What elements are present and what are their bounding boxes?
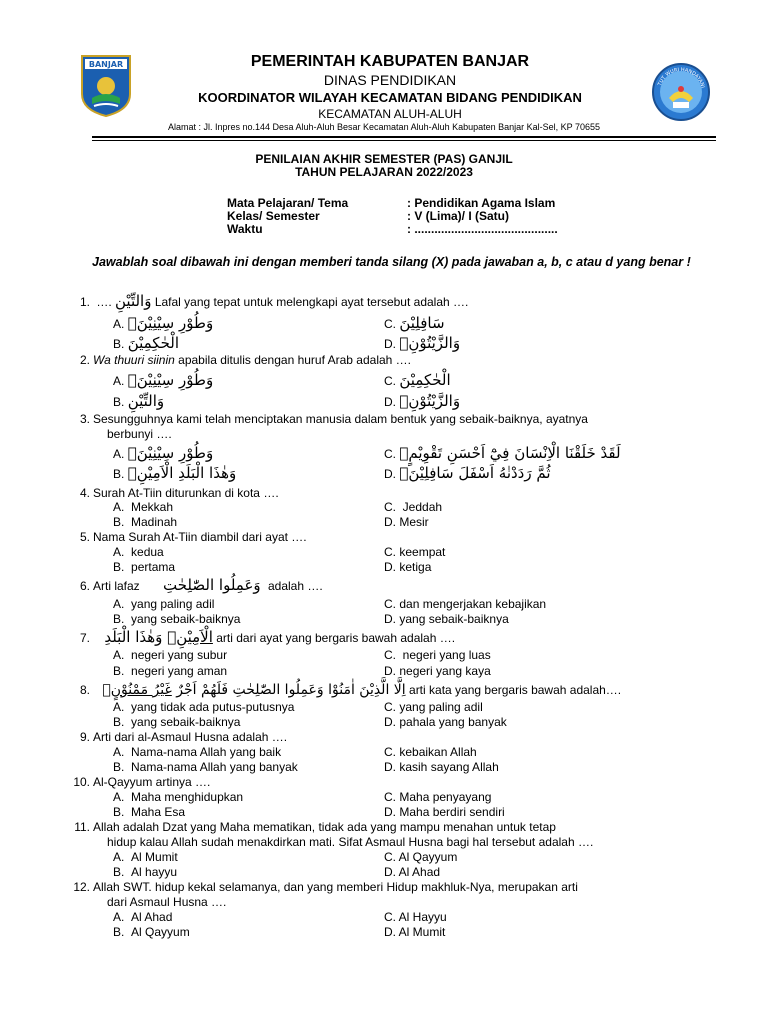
q9-option-b[interactable]: B. Nama-nama Allah yang banyak [113, 760, 298, 774]
q5-option-d[interactable]: D. ketiga [384, 560, 432, 574]
header-address: Alamat : Jl. Inpres no.144 Desa Aluh-Aluh Besar Kecamatan Aluh-Aluh Kabupaten Banjar Kal-Sel, KP 70655 [167, 122, 601, 132]
q1-option-d[interactable]: D. وَالزَّيْتُوْنِۙ [384, 334, 461, 352]
q4-option-a[interactable]: A. Mekkah [113, 500, 174, 514]
q6-option-b[interactable]: B. yang sebaik-baiknya [113, 612, 241, 626]
q2-option-c[interactable]: C. الْحٰكِمِيْنَ [384, 371, 451, 389]
q9-option-a[interactable]: A. Nama-nama Allah yang baik [113, 745, 282, 759]
q12-option-c[interactable]: C. Al Hayyu [384, 910, 447, 924]
question-1: 1. …. وَالتِّيْنِ Lafal yang tepat untuk melengkapi ayat tersebut adalah …. [79, 292, 469, 310]
q11-option-c[interactable]: C. Al Qayyum [384, 850, 458, 864]
q3-option-d[interactable]: D. ثُمَّ رَدَدْنٰهُ اَسْفَلَ سَافِلِيْنَۙ [384, 464, 551, 482]
q10-option-d[interactable]: D. Maha berdiri sendiri [384, 805, 505, 819]
q9-option-c[interactable]: C. kebaikan Allah [384, 745, 477, 759]
subject-value: : Pendidikan Agama Islam [407, 196, 556, 210]
q12-option-d[interactable]: D. Al Mumit [384, 925, 446, 939]
question-11: 11. Allah adalah Dzat yang Maha mematikan, tidak ada yang mampu menahan untuk tetap [74, 820, 556, 834]
q11-option-b[interactable]: B. Al hayyu [113, 865, 178, 879]
question-3-cont: berbunyi …. [107, 427, 172, 441]
q4-option-b[interactable]: B. Madinah [113, 515, 178, 529]
q11-option-a[interactable]: A. Al Mumit [113, 850, 178, 864]
q7-option-d[interactable]: D. negeri yang kaya [384, 664, 491, 678]
class-value: : V (Lima)/ I (Satu) [407, 209, 509, 223]
question-4: 4. Surah At-Tiin diturunkan di kota …. [79, 486, 279, 500]
subject-label: Mata Pelajaran/ Tema [227, 196, 349, 210]
q12-option-b[interactable]: B. Al Qayyum [113, 925, 190, 939]
q1-option-b[interactable]: B. الْحٰكِمِيْنَ [113, 334, 180, 352]
banjar-logo-text: BANJAR [88, 60, 124, 69]
q2-option-a[interactable]: A. وَطُوْرِ سِيْنِيْنَۙ [113, 371, 214, 389]
underlined-word: غَيْرُ مَمْنُوْنٍۗ [102, 682, 172, 698]
q7-option-b[interactable]: B. negeri yang aman [113, 664, 228, 678]
q7-option-a[interactable]: A. negeri yang subur [113, 648, 228, 662]
instruction: Jawablah soal dibawah ini dengan memberi tanda silang (X) pada jawaban a, b, c atau d yang benar ! [92, 255, 691, 269]
question-8: 8. اِلَّا الَّذِيْنَ اٰمَنُوْا وَعَمِلُوا الصّٰلِحٰتِ فَلَهُمْ اَجْرٌ غَيْرُ مَمْنُوْنٍۗ arti kata yang bergaris bawah adalah…. [79, 682, 622, 698]
q4-option-d[interactable]: D. Mesir [384, 515, 429, 529]
question-10: 10. Al-Qayyum artinya …. [73, 775, 211, 789]
q3-option-c[interactable]: C. لَقَدْ خَلَقْنَا الْاِنْسَانَ فِيْٓ اَحْسَنِ تَقْوِيْمٍۖ [384, 444, 621, 462]
q2-option-d[interactable]: D. وَالزَّيْتُوْنِۙ [384, 392, 461, 410]
question-7: 7. الْاَمِيْنِۙ وَهٰذَا الْبَلَدِ arti dari ayat yang bergaris bawah adalah …. [79, 628, 456, 646]
question-2: 2. Wa thuuri siinin apabila ditulis dengan huruf Arab adalah …. [79, 353, 411, 367]
q4-option-c[interactable]: C. Jeddah [384, 500, 443, 514]
q8-option-c[interactable]: C. yang paling adil [384, 700, 483, 714]
q1-option-c[interactable]: C. سَافِلِيْنَ [384, 314, 445, 332]
q8-option-d[interactable]: D. pahala yang banyak [384, 715, 507, 729]
question-5: 5. Nama Surah At-Tiin diambil dari ayat …. [79, 530, 307, 544]
header-rule-thin [92, 140, 716, 141]
q10-option-a[interactable]: A. Maha menghidupkan [113, 790, 244, 804]
q5-option-c[interactable]: C. keempat [384, 545, 446, 559]
q5-option-a[interactable]: A. kedua [113, 545, 164, 559]
q9-option-d[interactable]: D. kasih sayang Allah [384, 760, 499, 774]
q6-option-c[interactable]: C. dan mengerjakan kebajikan [384, 597, 547, 611]
q11-option-d[interactable]: D. Al Ahad [384, 865, 441, 879]
q3-option-a[interactable]: A. وَطُوْرِ سِيْنِيْنَۙ [113, 444, 214, 462]
exam-title: PENILAIAN AKHIR SEMESTER (PAS) GANJIL [255, 152, 513, 166]
q2-option-b[interactable]: B. وَالتِّيْنِ [113, 392, 165, 410]
banjar-logo-icon [80, 54, 132, 118]
exam-year: TAHUN PELAJARAN 2022/2023 [295, 165, 473, 179]
header-line3: KOORDINATOR WILAYAH KECAMATAN BIDANG PENDIDIKAN [198, 90, 582, 105]
q5-option-b[interactable]: B. pertama [113, 560, 176, 574]
q8-option-a[interactable]: A. yang tidak ada putus-putusnya [113, 700, 295, 714]
q10-option-b[interactable]: B. Maha Esa [113, 805, 186, 819]
q1-option-a[interactable]: A. وَطُوْرِ سِيْنِيْنَۙ [113, 314, 214, 332]
class-label: Kelas/ Semester [227, 209, 320, 223]
q8-option-b[interactable]: B. yang sebaik-baiknya [113, 715, 241, 729]
time-value: : ........................................... [407, 222, 558, 236]
question-3: 3. Sesungguhnya kami telah menciptakan manusia dalam bentuk yang sebaik-baiknya, ayatnya [79, 412, 588, 426]
question-12-cont: dari Asmaul Husna …. [107, 895, 227, 909]
question-6: 6. Arti lafaz وَعَمِلُوا الصّٰلِحٰتِ adalah …. [79, 576, 323, 594]
underlined-word: الْاَمِيْنِۙ [167, 628, 213, 646]
question-12: 12. Allah SWT. hidup kekal selamanya, dan yang memberi Hidup makhluk-Nya, merupakan arti [73, 880, 578, 894]
q6-option-d[interactable]: D. yang sebaik-baiknya [384, 612, 509, 626]
header-rule-thick [92, 136, 716, 138]
q12-option-a[interactable]: A. Al Ahad [113, 910, 173, 924]
tut-wuri-text: TUT WURI HANDAYANI [657, 66, 706, 89]
question-9: 9. Arti dari al-Asmaul Husna adalah …. [79, 730, 288, 744]
exam-info [227, 197, 558, 236]
time-label: Waktu [227, 222, 263, 236]
header-line2: DINAS PENDIDIKAN [323, 72, 457, 88]
header-line4: KECAMATAN ALUH-ALUH [318, 107, 462, 121]
q6-option-a[interactable]: A. yang paling adil [113, 597, 215, 611]
q7-option-c[interactable]: C. negeri yang luas [384, 648, 491, 662]
question-11-cont: hidup kalau Allah sudah menakdirkan mati. Sifat Asmaul Husna bagi hal tersebut adalah …. [107, 835, 594, 849]
header-line1: PEMERINTAH KABUPATEN BANJAR [250, 53, 530, 70]
tut-wuri-handayani-logo-icon [651, 62, 711, 122]
q10-option-c[interactable]: C. Maha penyayang [384, 790, 492, 804]
q3-option-b[interactable]: B. وَهٰذَا الْبَلَدِ الْاَمِيْنِۙ [113, 464, 237, 482]
